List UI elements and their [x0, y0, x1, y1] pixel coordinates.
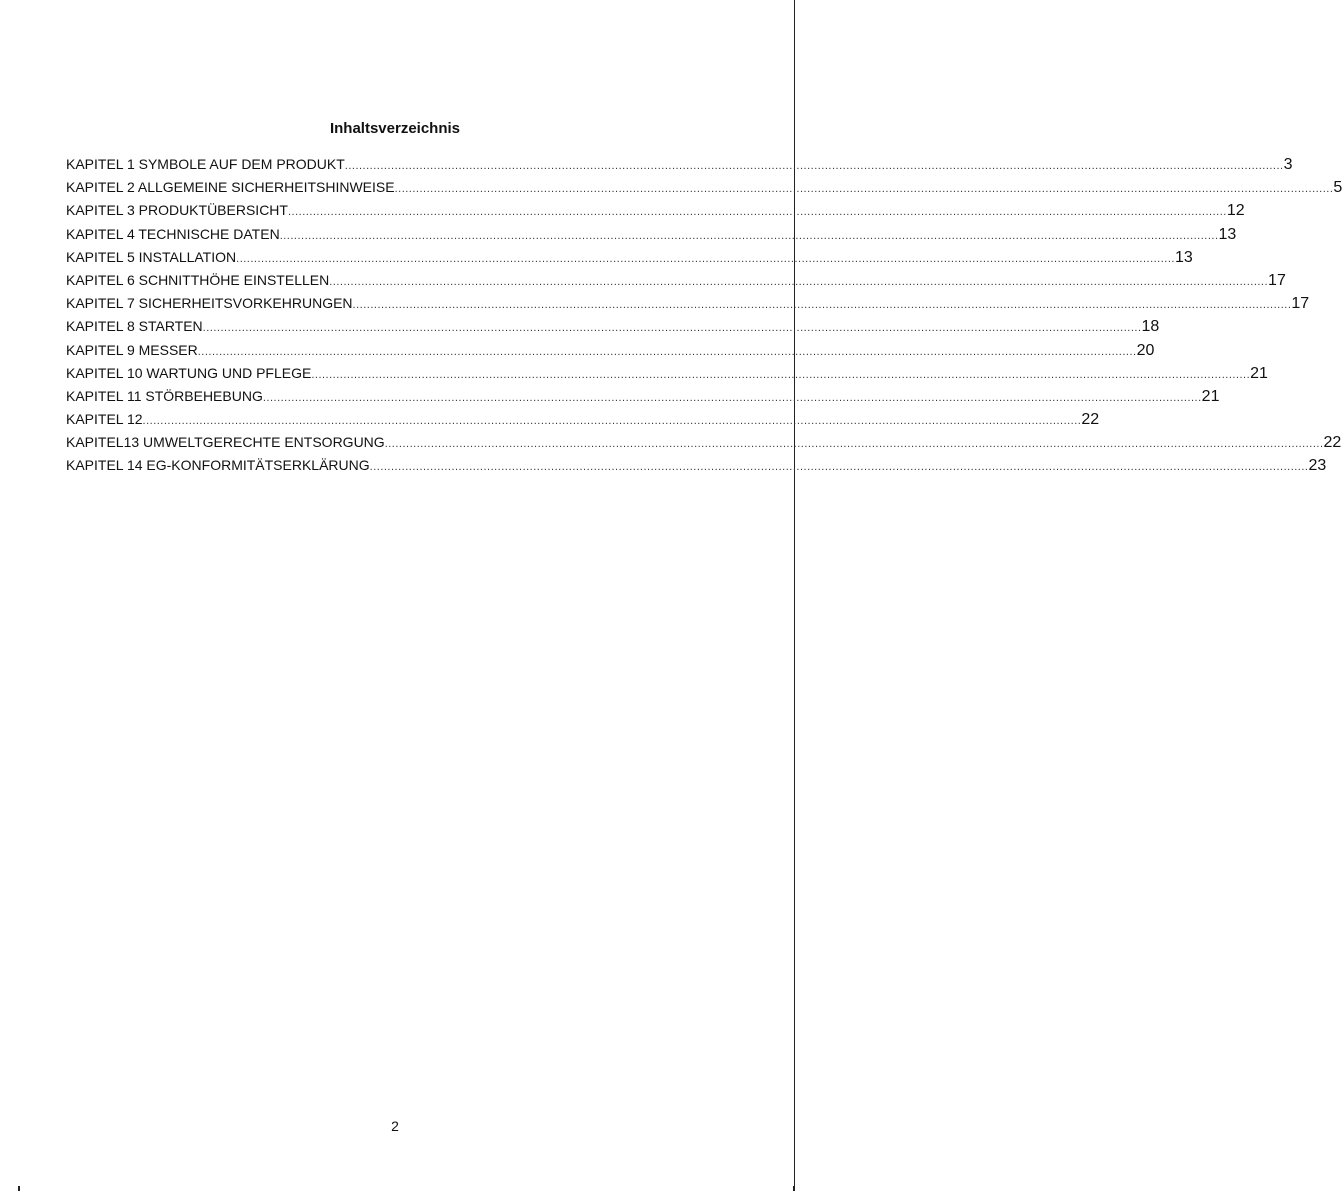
toc-dot-leader: ........................................................................................................................................................................................................................................................................: [279, 229, 1219, 242]
toc-entry[interactable]: [66, 248, 1193, 272]
toc-entry-label: KAPITEL 2 ALLGEMEINE SICHERHEITSHINWEISE: [66, 179, 395, 196]
toc-entry-page: 12: [1226, 202, 1245, 220]
toc-entry[interactable]: [66, 156, 1293, 179]
toc-entry-page: 22: [1323, 434, 1342, 452]
toc-entry-page: 17: [1291, 295, 1310, 313]
toc-entry-label: KAPITEL 6 SCHNITTHÖHE EINSTELLEN: [66, 271, 330, 288]
toc-entry[interactable]: [66, 202, 1245, 225]
toc-entry[interactable]: [66, 457, 1327, 480]
toc-entry-page: 17: [1268, 271, 1286, 289]
toc-dot-leader: ........................................................................................................................................................................................................................................................................: [202, 322, 1142, 335]
toc-dot-leader: ........................................................................................................................................................................................................................................................................: [262, 391, 1202, 404]
page-edge-line: [794, 0, 795, 1191]
toc-entry-page: 13: [1218, 225, 1237, 243]
toc-entry-label: KAPITEL 4 TECHNISCHE DATEN: [66, 225, 280, 242]
toc-entry[interactable]: [66, 411, 1100, 434]
crop-mark: [18, 1186, 20, 1191]
crop-mark: [793, 1186, 795, 1191]
toc-entry-page: 20: [1136, 341, 1155, 359]
toc-entry-label: KAPITEL 3 PRODUKTÜBERSICHT: [66, 202, 288, 219]
toc-entry-label: KAPITEL 10 WARTUNG UND PFLEGE: [66, 364, 312, 381]
toc-entry-page: 5: [1333, 179, 1342, 197]
toc-dot-leader: ........................................................................................................................................................................................................................................................................: [344, 160, 1284, 172]
toc-entry-page: 21: [1201, 387, 1220, 405]
toc-entry-label: KAPITEL 1 SYMBOLE AUF DEM PRODUKT: [66, 156, 345, 172]
toc-dot-leader: ........................................................................................................................................................................................................................................................................: [236, 252, 1175, 265]
toc-entry-label: KAPITEL 8 STARTEN: [66, 318, 203, 335]
toc-entry[interactable]: [66, 225, 1237, 249]
table-of-contents: [66, 156, 1342, 481]
toc-entry-label: KAPITEL 7 SICHERHEITSVORKEHRUNGEN: [66, 295, 353, 312]
toc-entry-label: KAPITEL13 UMWELTGERECHTE ENTSORGUNG: [66, 434, 385, 451]
toc-entry[interactable]: [66, 341, 1155, 365]
toc-entry-label: KAPITEL 5 INSTALLATION: [66, 248, 237, 265]
page-number: 2: [391, 1118, 399, 1134]
toc-entry-label: KAPITEL 11 STÖRBEHEBUNG: [66, 387, 263, 404]
toc-entry-page: 21: [1250, 364, 1268, 382]
toc-dot-leader: ........................................................................................................................................................................................................................................................................: [352, 299, 1292, 312]
toc-entry-page: 18: [1141, 318, 1160, 336]
toc-entry-page: 22: [1081, 411, 1100, 429]
toc-entry-page: 23: [1308, 457, 1327, 475]
toc-entry-label: KAPITEL 12: [66, 411, 143, 428]
toc-entry[interactable]: [66, 434, 1342, 457]
toc-dot-leader: ........................................................................................................................................................................................................................................................................: [369, 461, 1309, 474]
document-title: Inhaltsverzeichnis: [329, 120, 461, 137]
toc-entry[interactable]: [66, 271, 1286, 295]
toc-dot-leader: ........................................................................................................................................................................................................................................................................: [394, 183, 1334, 196]
toc-entry[interactable]: [66, 179, 1342, 202]
toc-entry-page: 3: [1283, 156, 1293, 173]
toc-dot-leader: ........................................................................................................................................................................................................................................................................: [311, 368, 1251, 381]
toc-entry-label: KAPITEL 9 MESSER: [66, 341, 198, 358]
toc-entry[interactable]: [66, 318, 1160, 341]
toc-dot-leader: ........................................................................................................................................................................................................................................................................: [384, 438, 1324, 451]
toc-entry-label: KAPITEL 14 EG-KONFORMITÄTSERKLÄRUNG: [66, 457, 370, 474]
toc-dot-leader: ........................................................................................................................................................................................................................................................................: [197, 345, 1137, 358]
toc-dot-leader: ........................................................................................................................................................................................................................................................................: [287, 206, 1227, 219]
toc-entry[interactable]: [66, 387, 1220, 411]
toc-entry[interactable]: [66, 364, 1268, 388]
toc-entry[interactable]: [66, 295, 1310, 318]
toc-entry-page: 13: [1174, 248, 1193, 266]
toc-dot-leader: ........................................................................................................................................................................................................................................................................: [329, 275, 1269, 288]
toc-dot-leader: ........................................................................................................................................................................................................................................................................: [142, 415, 1082, 428]
